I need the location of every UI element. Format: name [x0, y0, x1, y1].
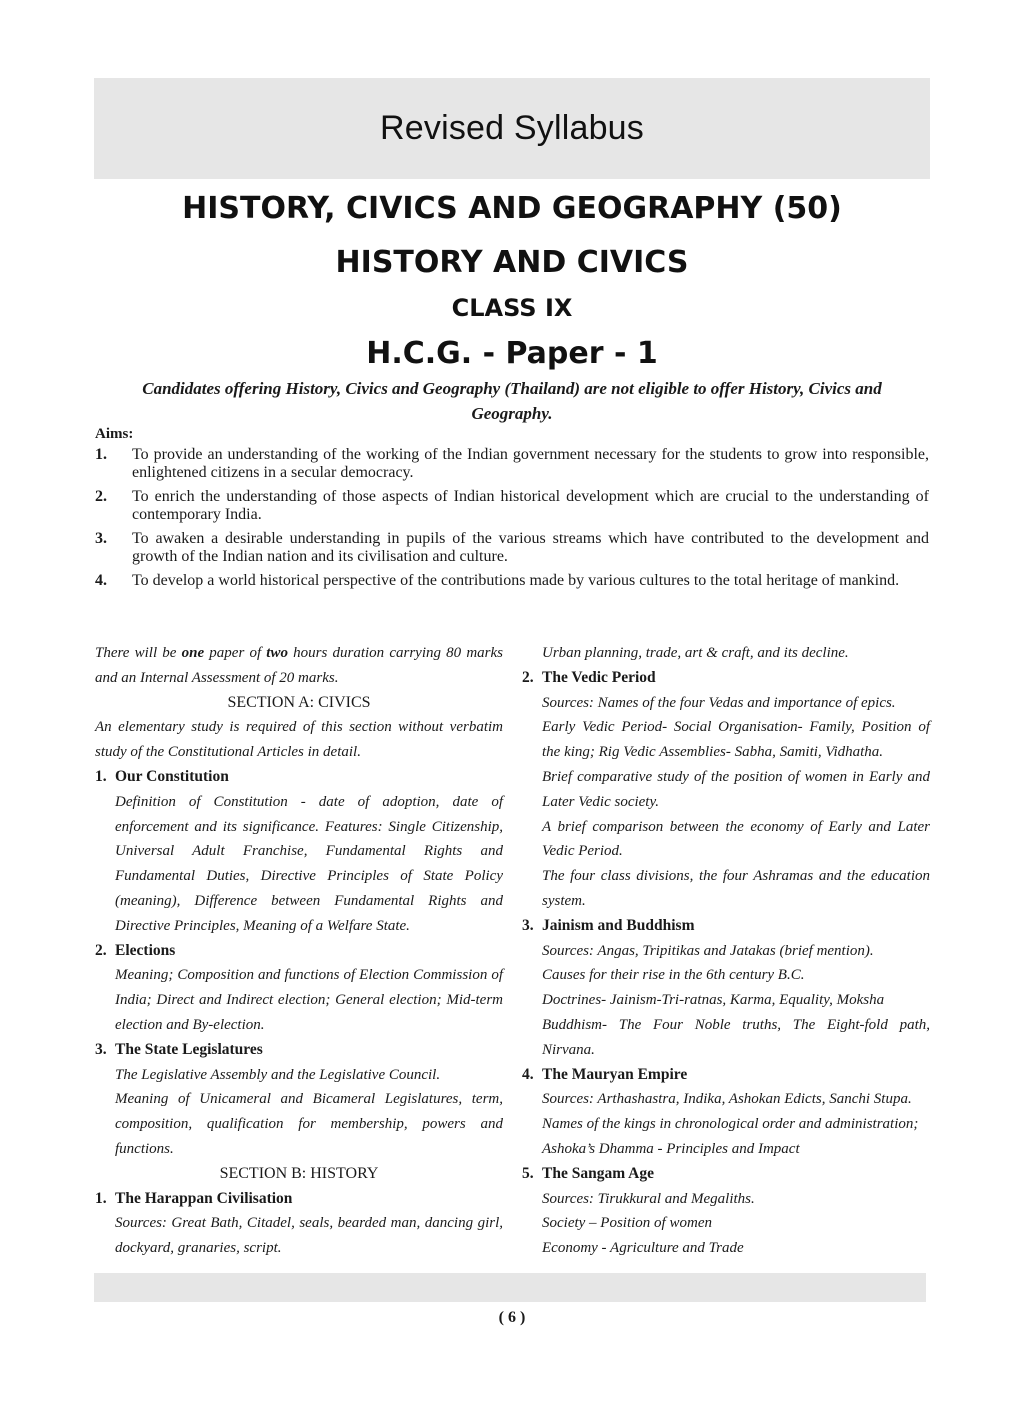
aim-item [95, 572, 929, 590]
topic-title: Jainism and Buddhism [542, 916, 695, 934]
page-number: ( 6 ) [498, 1309, 526, 1326]
topic-text: Sources: Great Bath, Citadel, seals, bearded man, dancing girl, dockyard, granaries, script. [115, 1215, 503, 1257]
topic-number: 3. [522, 916, 534, 934]
topic-text: A brief comparison between the economy of Early and Later Vedic Period. [542, 818, 930, 860]
aim-text: To provide an understanding of the working of the Indian government necessary for the students to grow into responsible, enlightened citizens in a secular democracy. [132, 446, 929, 481]
topic-text: Sources: Names of the four Vedas and importance of epics. [542, 694, 896, 711]
aims-list [95, 446, 929, 596]
topic-title: Elections [115, 941, 176, 959]
topic-title: The Harappan Civilisation [115, 1189, 293, 1207]
subject-title: HISTORY, CIVICS AND GEOGRAPHY (50) [182, 191, 842, 226]
aim-item [95, 530, 929, 566]
aim-item [95, 446, 929, 482]
right-column [522, 641, 930, 1261]
class-label: CLASS IX [451, 294, 573, 322]
topic-text: Sources: Tirukkural and Megaliths. [542, 1190, 755, 1207]
topic-text: Urban planning, trade, art & craft, and its decline. [542, 645, 849, 661]
topic-text: Economy - Agriculture and Trade [542, 1240, 744, 1257]
topic-number: 5. [522, 1164, 534, 1182]
aim-text: To awaken a desirable understanding in pupils of the various streams which have contributed to the development and growth of the Indian nation and its civilisation and culture. [132, 530, 929, 565]
topic-text: Meaning of Unicameral and Bicameral Legislatures, term, composition, qualification for membership, powers and functions. [115, 1091, 503, 1157]
topic-title: The Sangam Age [542, 1164, 654, 1182]
intro-text: There will be [95, 645, 182, 661]
topic-heading [522, 1162, 930, 1187]
intro-text: hours duration carrying 80 marks and an Internal Assessment of 20 marks. [95, 645, 503, 686]
topic-heading [522, 1063, 930, 1088]
aims-label: Aims: [95, 426, 134, 442]
topic-heading [95, 1038, 503, 1063]
intro-emphasis: two [266, 645, 288, 661]
topic-text: Meaning; Composition and functions of Election Commission of India; Direct and Indirect election; General election; Mid-term election and By-election. [115, 967, 503, 1033]
topic-number: 2. [95, 941, 107, 959]
topic-text: Brief comparative study of the position of women in Early and Later Vedic society. [542, 768, 930, 810]
topic-number: 1. [95, 1189, 107, 1207]
aim-number: 3. [95, 530, 107, 547]
aim-text: To develop a world historical perspective of the contributions made by various cultures to the total heritage of mankind. [132, 572, 900, 589]
section-a-heading: SECTION A: CIVICS [227, 693, 371, 711]
topic-heading [95, 939, 503, 964]
header-banner [94, 78, 930, 179]
topic-heading [95, 1187, 503, 1212]
intro-text: paper of [204, 645, 267, 661]
topic-text: The Legislative Assembly and the Legislative Council. [115, 1066, 441, 1083]
aim-item [95, 488, 929, 524]
topic-title: The Mauryan Empire [542, 1065, 688, 1083]
section-a-note: An elementary study is required of this section without verbatim study of the Constitutional Articles in detail. [95, 719, 503, 761]
topic-title: Our Constitution [115, 767, 229, 785]
topic-heading [522, 914, 930, 939]
topic-number: 4. [522, 1065, 534, 1083]
topic-text: Society – Position of women [542, 1215, 712, 1232]
aim-text: To enrich the understanding of those aspects of Indian historical development which are crucial to the understanding of contemporary India. [132, 488, 929, 523]
eligibility-notice: Candidates offering History, Civics and Geography (Thailand) are not eligible to offer History, Civics and Geography. [142, 379, 882, 423]
intro-emphasis: one [181, 645, 205, 661]
section-b-heading: SECTION B: HISTORY [219, 1164, 379, 1182]
topic-heading [522, 666, 930, 691]
aim-number: 2. [95, 488, 107, 505]
paper-intro [95, 641, 503, 691]
topic-text: Sources: Arthashastra, Indika, Ashokan Edicts, Sanchi Stupa. [542, 1091, 912, 1108]
topic-number: 3. [95, 1040, 107, 1058]
topic-text: Ashoka’s Dhamma - Principles and Impact [542, 1140, 800, 1157]
banner-title: Revised Syllabus [380, 109, 644, 147]
topic-title: The State Legislatures [115, 1040, 263, 1058]
topic-text: Sources: Angas, Tripitikas and Jatakas (brief mention). [542, 942, 874, 959]
left-column [95, 641, 503, 1261]
topic-text: The four class divisions, the four Ashramas and the education system. [542, 868, 930, 909]
paper-subject: HISTORY AND CIVICS [335, 245, 689, 280]
topic-heading [95, 765, 503, 790]
topic-number: 2. [522, 668, 534, 686]
paper-label: H.C.G. - Paper - 1 [366, 336, 658, 371]
topic-title: The Vedic Period [542, 668, 656, 686]
topic-number: 1. [95, 767, 107, 785]
topic-text: Doctrines- Jainism-Tri-ratnas, Karma, Equality, Moksha [542, 992, 885, 1009]
aim-number: 4. [95, 572, 107, 589]
topic-text: Causes for their rise in the 6th century B.C. [542, 967, 805, 984]
topic-text: Early Vedic Period- Social Organisation- Family, Position of the king; Rig Vedic Assemblies- Sabha, Samiti, Vidhatha. [542, 719, 930, 761]
aim-number: 1. [95, 446, 107, 463]
topic-text: Names of the kings in chronological order and administration; [542, 1116, 919, 1133]
topic-text: Definition of Constitution - date of adoption, date of enforcement and its significance. Features: Single Citizenship, Universal Adult Franchise, Fundamental Rights and Fundamental Duties, Directive Principles of State Policy (meaning), Difference between Fundamental Rights and Directive Principles, Meaning of a Welfare State. [115, 793, 503, 934]
footer-band [94, 1273, 926, 1302]
topic-text: Buddhism- The Four Noble truths, The Eight-fold path, Nirvana. [542, 1016, 930, 1058]
